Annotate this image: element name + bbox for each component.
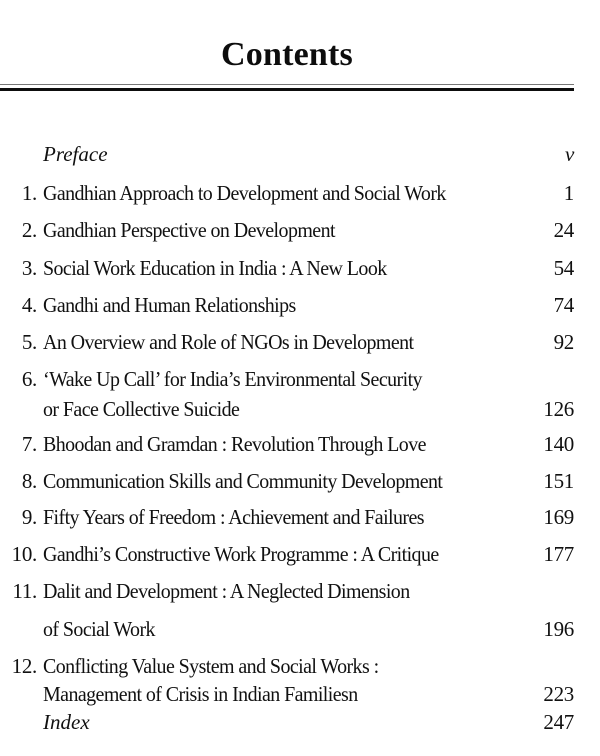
- toc-entry-page: 24: [553, 218, 574, 242]
- toc-entry-number: 2.: [21, 218, 37, 242]
- toc-entry-10[interactable]: [0, 541, 574, 567]
- toc-entry-2[interactable]: [0, 217, 574, 243]
- toc-entry-number: 12.: [11, 654, 37, 678]
- toc-entry-number: 11.: [12, 579, 37, 603]
- toc-entry-page: 247: [543, 710, 574, 734]
- toc-entry-title: Gandhian Approach to Development and Social Work: [43, 181, 446, 205]
- toc-entry-title: ‘Wake Up Call’ for India’s Environmental Security: [43, 367, 422, 391]
- toc-entry-title: Bhoodan and Gramdan : Revolution Through Love: [43, 432, 426, 456]
- toc-entry-number: 6.: [21, 367, 37, 391]
- toc-entry-number: 1.: [21, 181, 37, 205]
- toc-entry-title: Preface: [43, 142, 108, 166]
- toc-entry-7[interactable]: [0, 431, 574, 457]
- toc-entry-title: Gandhi and Human Relationships: [43, 293, 296, 317]
- toc-entry-9[interactable]: [0, 504, 574, 530]
- toc-entry-page: 169: [543, 505, 574, 529]
- toc-entry-page: 196: [543, 617, 574, 641]
- toc-entry-title: Conflicting Value System and Social Works :: [43, 654, 379, 678]
- toc-entry-page: 54: [553, 256, 574, 280]
- toc-entry-title-continued: Management of Crisis in Indian Familiesn: [43, 682, 358, 706]
- toc-entry-page: 92: [553, 330, 574, 354]
- toc-entry-number: 8.: [21, 469, 37, 493]
- header-rule-thin: [0, 84, 574, 85]
- toc-entry-preface[interactable]: [0, 141, 574, 167]
- toc-entry-1[interactable]: [0, 180, 574, 206]
- toc-entry-title: Communication Skills and Community Development: [43, 469, 443, 493]
- toc-entry-title: Fifty Years of Freedom : Achievement and Failures: [43, 505, 424, 529]
- toc-entry-title: Dalit and Development : A Neglected Dimension: [43, 579, 410, 603]
- toc-entry-title-continued: of Social Work: [43, 617, 155, 641]
- toc-entry-page: 140: [543, 432, 574, 456]
- toc-entry-page: 151: [543, 469, 574, 493]
- toc-entry-number: 9.: [21, 505, 37, 529]
- toc-entry-3[interactable]: [0, 255, 574, 281]
- toc-entry-page: 74: [553, 293, 574, 317]
- toc-entry-title: Gandhian Perspective on Development: [43, 218, 335, 242]
- header-rule-thick: [0, 88, 574, 91]
- toc-entry-title: Index: [43, 710, 90, 734]
- toc-entry-index[interactable]: [0, 709, 574, 735]
- toc-entry-number: 5.: [21, 330, 37, 354]
- toc-entry-8[interactable]: [0, 468, 574, 494]
- toc-entry-page: 223: [543, 682, 574, 706]
- page-title: Contents: [221, 35, 353, 73]
- toc-entry-number: 7.: [21, 432, 37, 456]
- toc-entry-5[interactable]: [0, 329, 574, 355]
- toc-entry-number: 4.: [21, 293, 37, 317]
- toc-entry-title: An Overview and Role of NGOs in Development: [43, 330, 414, 354]
- toc-entry-title: Gandhi’s Constructive Work Programme : A Critique: [43, 542, 439, 566]
- toc-entry-title-continued: or Face Collective Suicide: [43, 397, 240, 421]
- toc-entry-page: 177: [543, 542, 574, 566]
- toc-entry-4[interactable]: [0, 292, 574, 318]
- toc-entry-page: 126: [543, 397, 574, 421]
- toc-entry-page: v: [564, 142, 574, 166]
- toc-entry-number: 3.: [21, 256, 37, 280]
- toc-entry-page: 1: [563, 181, 574, 205]
- toc-entry-title: Social Work Education in India : A New Look: [43, 256, 387, 280]
- toc-entry-number: 10.: [11, 542, 37, 566]
